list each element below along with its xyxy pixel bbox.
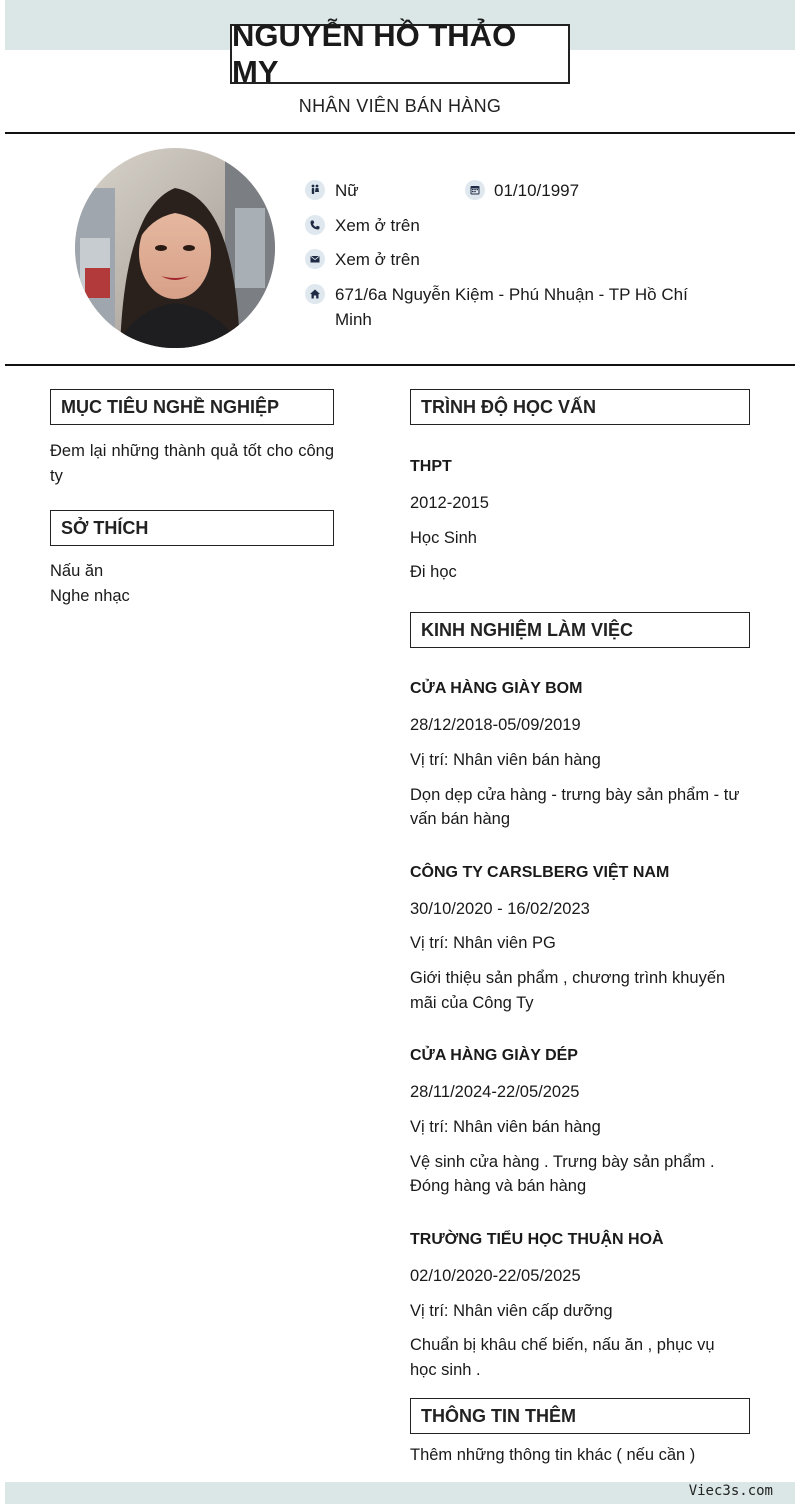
experience-description: học sinh .	[410, 1361, 481, 1379]
gender-icon	[305, 180, 325, 200]
job-title: NHÂN VIÊN BÁN HÀNG	[298, 96, 502, 116]
education-heading: TRÌNH ĐỘ HỌC VẤN	[410, 389, 750, 425]
address-line-1: 671/6a Nguyễn Kiệm - Phú Nhuận - TP Hồ Chí	[335, 285, 688, 304]
phone-icon	[305, 215, 325, 235]
brand-watermark: Viec3s.com	[688, 1483, 773, 1499]
experience-period: 02/10/2020-22/05/2025	[410, 1267, 581, 1285]
objective-heading: MỤC TIÊU NGHỀ NGHIỆP	[50, 389, 334, 425]
experience-description: Đóng hàng và bán hàng	[410, 1177, 587, 1195]
divider-top	[5, 132, 795, 134]
experience-description: Chuẩn bị khâu chế biến, nấu ăn , phục vụ	[410, 1336, 715, 1354]
gender-value: Nữ	[335, 181, 359, 200]
extra-info-heading: THÔNG TIN THÊM	[410, 1398, 750, 1434]
experience-heading: KINH NGHIỆM LÀM VIỆC	[410, 612, 750, 648]
objective-text: Đem lại những thành quả tốt cho công ty	[50, 442, 334, 485]
experience-company: CÔNG TY CARSLBERG VIỆT NAM	[410, 864, 670, 881]
experience-period: 28/12/2018-05/09/2019	[410, 716, 581, 734]
experience-position: Vị trí: Nhân viên bán hàng	[410, 1118, 601, 1136]
education-description: Đi học	[410, 563, 457, 581]
experience-description: vấn bán hàng	[410, 810, 511, 828]
experience-position: Vị trí: Nhân viên PG	[410, 934, 556, 952]
mail-icon	[305, 249, 325, 269]
profile-photo	[75, 148, 275, 348]
calendar-icon	[465, 180, 485, 200]
education-period: 2012-2015	[410, 494, 489, 512]
home-icon	[305, 284, 325, 304]
hobby-item: Nấu ăn	[50, 562, 104, 580]
address-line-2: Minh	[335, 310, 372, 329]
experience-period: 30/10/2020 - 16/02/2023	[410, 900, 590, 918]
hobbies-heading: SỞ THÍCH	[50, 510, 334, 546]
divider-bottom	[5, 364, 795, 366]
candidate-name: NGUYỄN HỒ THẢO MY	[230, 24, 570, 84]
email-value: Xem ở trên	[335, 250, 420, 269]
hobby-item: Nghe nhạc	[50, 587, 130, 605]
experience-description: Vệ sinh cửa hàng . Trưng bày sản phẩm .	[410, 1153, 715, 1171]
experience-period: 28/11/2024-22/05/2025	[410, 1083, 580, 1101]
experience-position: Vị trí: Nhân viên bán hàng	[410, 751, 601, 769]
experience-description: Giới thiệu sản phẩm , chương trình khuyến	[410, 969, 726, 987]
extra-info-text: Thêm những thông tin khác ( nếu cần )	[410, 1446, 696, 1464]
experience-position: Vị trí: Nhân viên cấp dưỡng	[410, 1302, 613, 1320]
experience-company: CỬA HÀNG GIÀY DÉP	[410, 1047, 578, 1064]
experience-company: CỬA HÀNG GIÀY BOM	[410, 680, 583, 697]
education-role: Học Sinh	[410, 529, 477, 547]
experience-description: mãi của Công Ty	[410, 994, 534, 1012]
experience-description: Dọn dẹp cửa hàng - trưng bày sản phẩm - tư	[410, 786, 740, 804]
education-school: THPT	[410, 458, 452, 475]
experience-company: TRƯỜNG TIỂU HỌC THUẬN HOÀ	[410, 1231, 664, 1248]
footer-band	[5, 1482, 795, 1504]
phone-value: Xem ở trên	[335, 216, 420, 235]
birthdate-value: 01/10/1997	[494, 181, 580, 200]
